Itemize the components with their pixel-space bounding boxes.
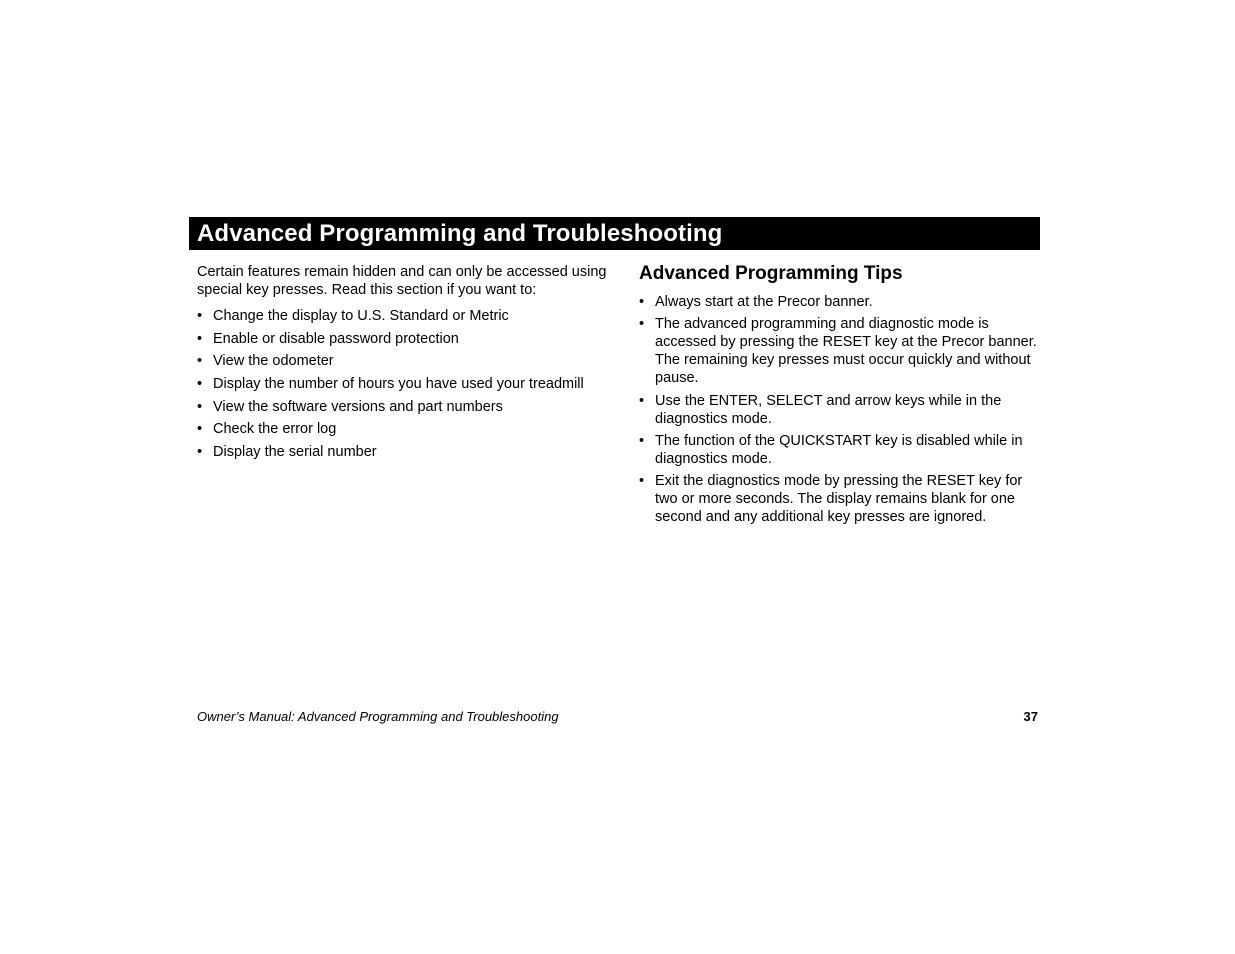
list-item — [197, 352, 607, 370]
page-title: Advanced Programming and Troubleshooting — [197, 220, 723, 247]
list-item-text: Always start at the Precor banner. — [655, 294, 873, 310]
footer-text: Owner’s Manual: Advanced Programming and Troubleshooting — [197, 709, 559, 724]
list-item-text: View the odometer — [213, 353, 334, 370]
feature-list — [197, 307, 607, 461]
bullet-icon: • — [639, 294, 645, 310]
list-item-text: Check the error log — [213, 421, 337, 438]
list-item — [639, 472, 1039, 526]
list-item-text: View the software versions and part numbers — [213, 398, 503, 415]
list-item — [197, 330, 607, 348]
list-item — [197, 420, 607, 438]
bullet-icon: • — [197, 421, 203, 438]
list-item — [639, 392, 1039, 428]
bullet-icon: • — [197, 398, 203, 415]
right-column — [639, 262, 1039, 530]
section-title-bar — [189, 217, 1040, 250]
list-item-text: The advanced programming and diagnostic mode is accessed by pressing the RESET key at the Precor banner. The remaining key presses must occur quickly and without pause. — [655, 316, 1037, 387]
page-number: 37 — [1023, 709, 1038, 724]
left-column — [197, 263, 607, 466]
list-item — [197, 375, 607, 393]
bullet-icon: • — [197, 444, 203, 461]
intro-paragraph: Certain features remain hidden and can only be accessed using special key presses. Read this section if you want to: — [197, 264, 607, 298]
list-item-text: Exit the diagnostics mode by pressing the RESET key for two or more seconds. The display remains blank for one second and any additional key presses are ignored. — [655, 473, 1023, 526]
bullet-icon: • — [639, 392, 645, 409]
bullet-icon: • — [197, 376, 203, 393]
bullet-icon: • — [197, 353, 203, 370]
list-item-text: Display the number of hours you have used your treadmill — [213, 376, 584, 393]
tips-heading: Advanced Programming Tips — [639, 263, 903, 284]
list-item-text: The function of the QUICKSTART key is disabled while in diagnostics mode. — [655, 432, 1023, 467]
bullet-icon: • — [639, 432, 645, 449]
list-item-text: Enable or disable password protection — [213, 330, 459, 347]
list-item-text: Display the serial number — [213, 444, 377, 461]
list-item — [197, 443, 607, 461]
list-item-text: Change the display to U.S. Standard or Metric — [213, 308, 509, 324]
bullet-icon: • — [197, 330, 203, 347]
list-item — [197, 307, 607, 325]
list-item — [197, 398, 607, 416]
list-item-text: Use the ENTER, SELECT and arrow keys while in the diagnostics mode. — [655, 392, 1002, 427]
list-item — [639, 432, 1039, 468]
list-item — [639, 293, 1039, 311]
bullet-icon: • — [197, 308, 203, 324]
tips-list — [639, 293, 1039, 526]
bullet-icon: • — [639, 473, 645, 490]
bullet-icon: • — [639, 316, 645, 333]
list-item — [639, 315, 1039, 387]
